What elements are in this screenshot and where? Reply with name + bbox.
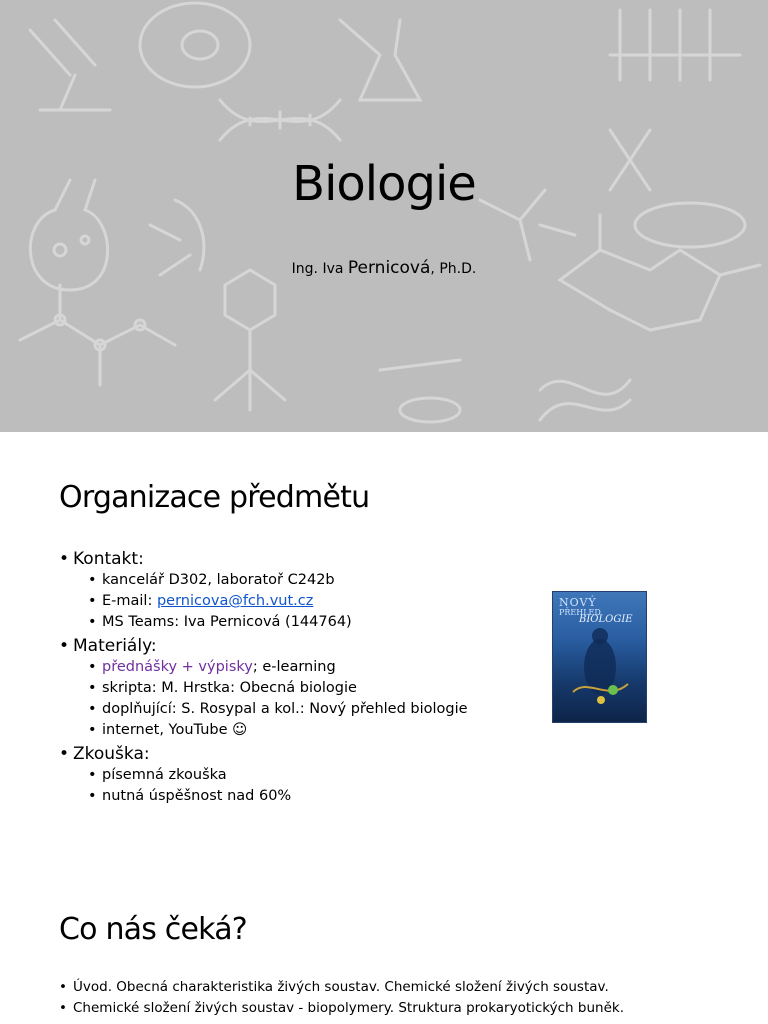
book-title-line2: PŘEHLED [559, 608, 601, 617]
slide-heading: Organizace předmětu [59, 480, 370, 515]
slide-title: Biologie [292, 156, 476, 212]
book-cover-image [553, 592, 646, 722]
lectures-suffix: ; e-learning [252, 659, 336, 675]
list-item: • kancelář D302, laboratoř C242b [59, 570, 468, 591]
list-item: • nutná úspěšnost nad 60% [59, 786, 468, 807]
list-item: • skripta: M. Hrstka: Obecná biologie [59, 678, 468, 699]
book-illustration [553, 592, 646, 722]
list-item-lectures [59, 657, 468, 678]
title-slide [0, 0, 768, 432]
list-item-email [59, 591, 468, 612]
list-item: • Úvod. Obecná charakteristika živých soustav. Chemické složení živých soustav. [59, 977, 624, 998]
schedule-list [59, 977, 624, 1019]
slide-heading: Co nás čeká? [59, 912, 247, 947]
book-title-line3: BIOLOGIE [579, 614, 633, 625]
list-item: • písemná zkouška [59, 765, 468, 786]
organization-slide [0, 432, 768, 864]
section-exam: • Zkouška: [59, 743, 468, 765]
organization-list [59, 546, 468, 807]
biology-doodle-background [0, 0, 768, 432]
list-item: • internet, YouTube ☺ [59, 720, 468, 741]
author-line [0, 258, 768, 278]
schedule-slide [0, 864, 768, 1024]
list-item: • MS Teams: Iva Pernicová (144764) [59, 612, 468, 633]
list-item: • doplňující: S. Rosypal a kol.: Nový přehled biologie [59, 699, 468, 720]
section-contact: • Kontakt: [59, 548, 468, 570]
author-suffix: , Ph.D. [430, 261, 477, 277]
author-name: Pernicová [347, 258, 431, 278]
section-materials: • Materiály: [59, 635, 468, 657]
email-prefix: E-mail: [102, 593, 157, 609]
list-item: • Chemické složení živých soustav - biopolymery. Struktura prokaryotických buněk. [59, 998, 624, 1019]
lectures-link[interactable]: přednášky + výpisky [102, 659, 253, 675]
email-link[interactable]: pernicova@fch.vut.cz [156, 593, 314, 609]
book-title-line1: NOVÝ [559, 596, 597, 609]
author-prefix: Ing. Iva [291, 261, 348, 277]
